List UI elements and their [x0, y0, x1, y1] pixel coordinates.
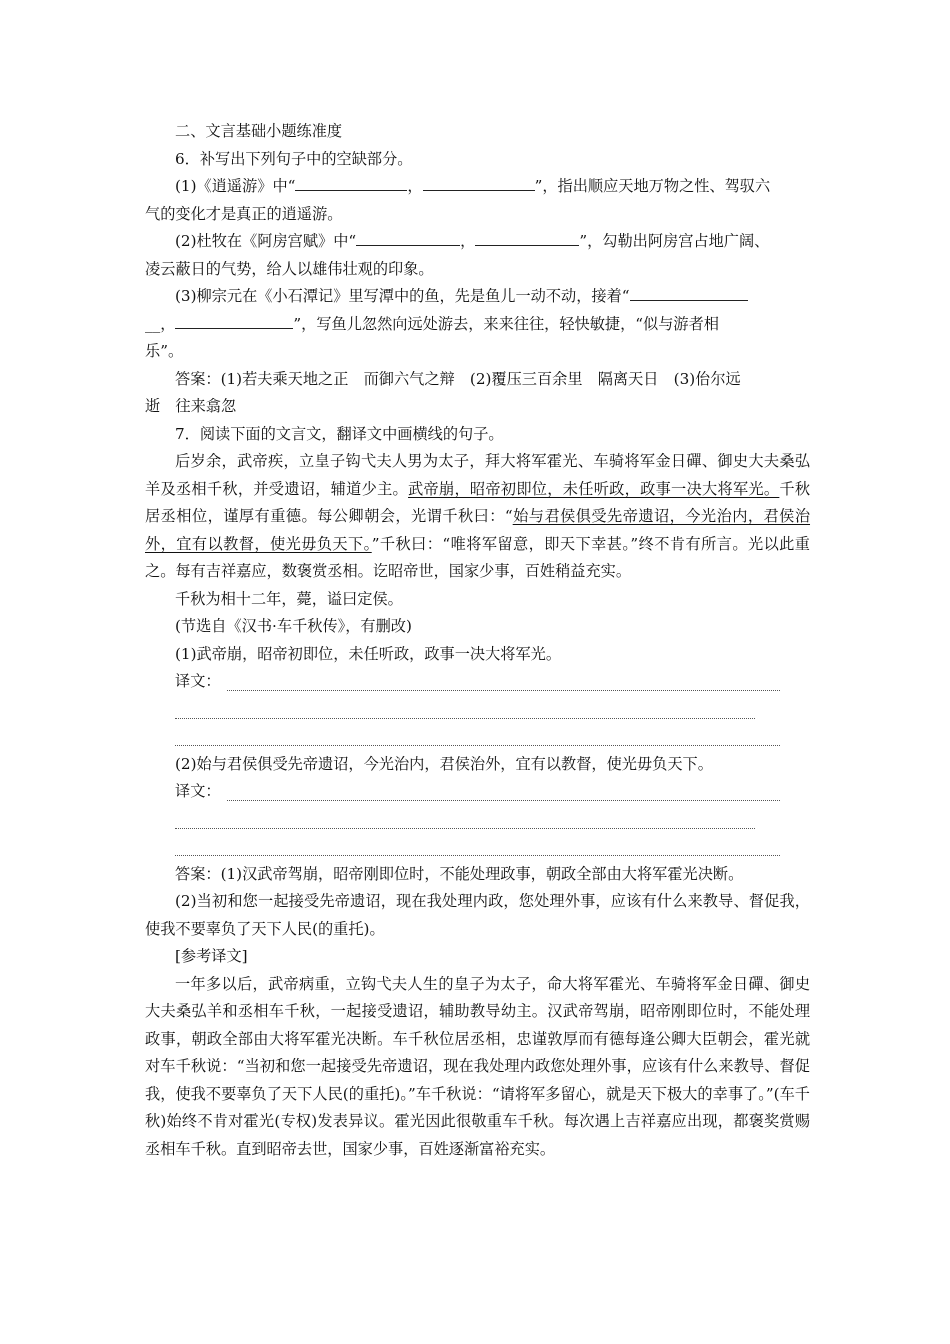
reference-translation-text: 一年多以后，武帝病重，立钩弋夫人生的皇子为太子，命大将军霍光、车骑将军金日磾、御史大夫桑弘羊和丞相车千秋，一起接受遗诏，辅助教导幼主。汉武帝驾崩，昭帝刚即位时，不能处理政事，朝政全部由大将军霍光决断。车千秋位居丞相，忠谨敦厚而有德每逢公卿大臣朝会，霍光就对车千秋说：“当初和您一起接受先帝遗诏，现在我处理内政您处理外事，应该有什么来教导、督促我，使我不要辜负了天下人民(的重托)。”车千秋说：“请将军多留心，就是天下极大的幸事了。”(车千秋)始终不肯对霍光(专权)发表异议。霍光因此很敬重车千秋。每次遇上吉祥嘉应出现，都褒奖赏赐丞相车千秋。直到昭帝去世，国家少事，百姓逐渐富裕充实。 — [145, 974, 810, 1158]
answer-line[interactable] — [227, 800, 780, 801]
reference-translation-title: [参考译文] — [175, 947, 248, 965]
answer-line[interactable] — [175, 855, 780, 856]
question-7-answer-2: (2)当初和您一起接受先帝遗诏，现在我处理内政，您处理外事，应该有什么来教导、督促我，使我不要辜负了天下人民(的重托)。 — [145, 892, 810, 938]
question-7-answer-1: 答案：(1)汉武帝驾崩，昭帝刚即位时，不能处理政事，朝政全部由大将军霍光决断。 — [175, 864, 744, 883]
underlined-sentence-1: 武帝崩，昭帝初即位，未任听政，政事一决大将军光。 — [408, 479, 780, 498]
question-6-item-1-cont: 气的变化才是真正的逍遥游。 — [145, 204, 343, 223]
fill-blank[interactable] — [175, 312, 293, 329]
question-6-item-2: (2)杜牧在《阿房宫赋》中“ ， ”，勾勒出阿房宫占地广阔、 — [145, 228, 810, 256]
passage-paragraph-2: 千秋为相十二年，薨，谥曰定侯。 — [175, 589, 403, 608]
translation-area-1-line-2[interactable] — [145, 696, 810, 724]
fill-blank[interactable] — [630, 284, 748, 301]
sub-question-1: (1)武帝崩，昭帝初即位，未任听政，政事一决大将军光。 — [175, 644, 562, 663]
translation-area-2-line-2[interactable] — [145, 806, 810, 834]
question-6-item-2-cont: 凌云蔽日的气势，给人以雄伟壮观的印象。 — [145, 259, 434, 278]
sub-question-2: (2)始与君侯俱受先帝遗诏，今光治内，君侯治外，宜有以教督，使光毋负天下。 — [175, 754, 713, 773]
answer-line[interactable] — [175, 828, 755, 829]
underlined-sentence-2: 始与君侯俱受先帝遗诏，今光治内，君侯治外，宜有以教督，使光毋负天下。 — [145, 507, 811, 553]
translation-area-1[interactable] — [145, 668, 810, 696]
question-6-item-1: (1)《逍遥游》中“ ， ”，指出顺应天地万物之性、驾驭六 — [145, 173, 810, 201]
question-7-stem: 7．阅读下面的文言文，翻译文中画横线的句子。 — [175, 424, 504, 443]
section-title: 二、文言基础小题练准度 — [175, 122, 343, 140]
fill-blank[interactable] — [295, 174, 407, 191]
question-6-answer: 答案：(1)若夫乘天地之正 而御六气之辩 (2)覆压三百余里 隔离天日 (3)佁尔远 — [175, 369, 741, 388]
answer-line[interactable] — [175, 745, 780, 746]
question-6-item-3-cont: __， ”，写鱼儿忽然向远处游去，来来往往，轻快敏捷，“似与游者相 — [145, 311, 810, 339]
answer-line[interactable] — [227, 690, 780, 691]
question-6-stem: 6．补写出下列句子中的空缺部分。 — [175, 149, 413, 168]
question-6-item-3-end: 乐”。 — [145, 342, 184, 360]
passage-paragraph-1: 后岁余，武帝疾，立皇子钩弋夫人男为太子，拜大将军霍光、车骑将军金日磾、御史大夫桑弘羊及丞相千秋，并受遗诏，辅道少主。武帝崩，昭帝初即位，未任听政，政事一决大将军光。千秋居丞相位，谨厚有重德。每公卿朝会，光谓千秋曰：“始与君侯俱受先帝遗诏，今光治内，君侯治外，宜有以教督，使光毋负天下。”千秋曰：“唯将军留意，即天下幸甚。”终不肯有所言。光以此重之。每有吉祥嘉应，数褒赏丞相。讫昭帝世，国家少事，百姓稍益充实。 — [145, 452, 811, 580]
document-page — [145, 118, 810, 1163]
fill-blank[interactable] — [423, 174, 535, 191]
answer-line[interactable] — [175, 718, 755, 719]
translation-label: 译文： — [175, 782, 221, 800]
question-6-item-3: (3)柳宗元在《小石潭记》里写潭中的鱼，先是鱼儿一动不动，接着“ — [145, 283, 810, 311]
passage-source: (节选自《汉书·车千秋传》，有删改) — [175, 617, 412, 635]
question-6-answer-cont: 逝 往来翕忽 — [145, 397, 237, 415]
translation-area-2-line-3[interactable] — [145, 833, 810, 861]
translation-area-1-line-3[interactable] — [145, 723, 810, 751]
fill-blank[interactable] — [356, 229, 460, 246]
translation-area-2[interactable] — [145, 778, 810, 806]
translation-label: 译文： — [175, 672, 221, 690]
fill-blank[interactable] — [475, 229, 579, 246]
